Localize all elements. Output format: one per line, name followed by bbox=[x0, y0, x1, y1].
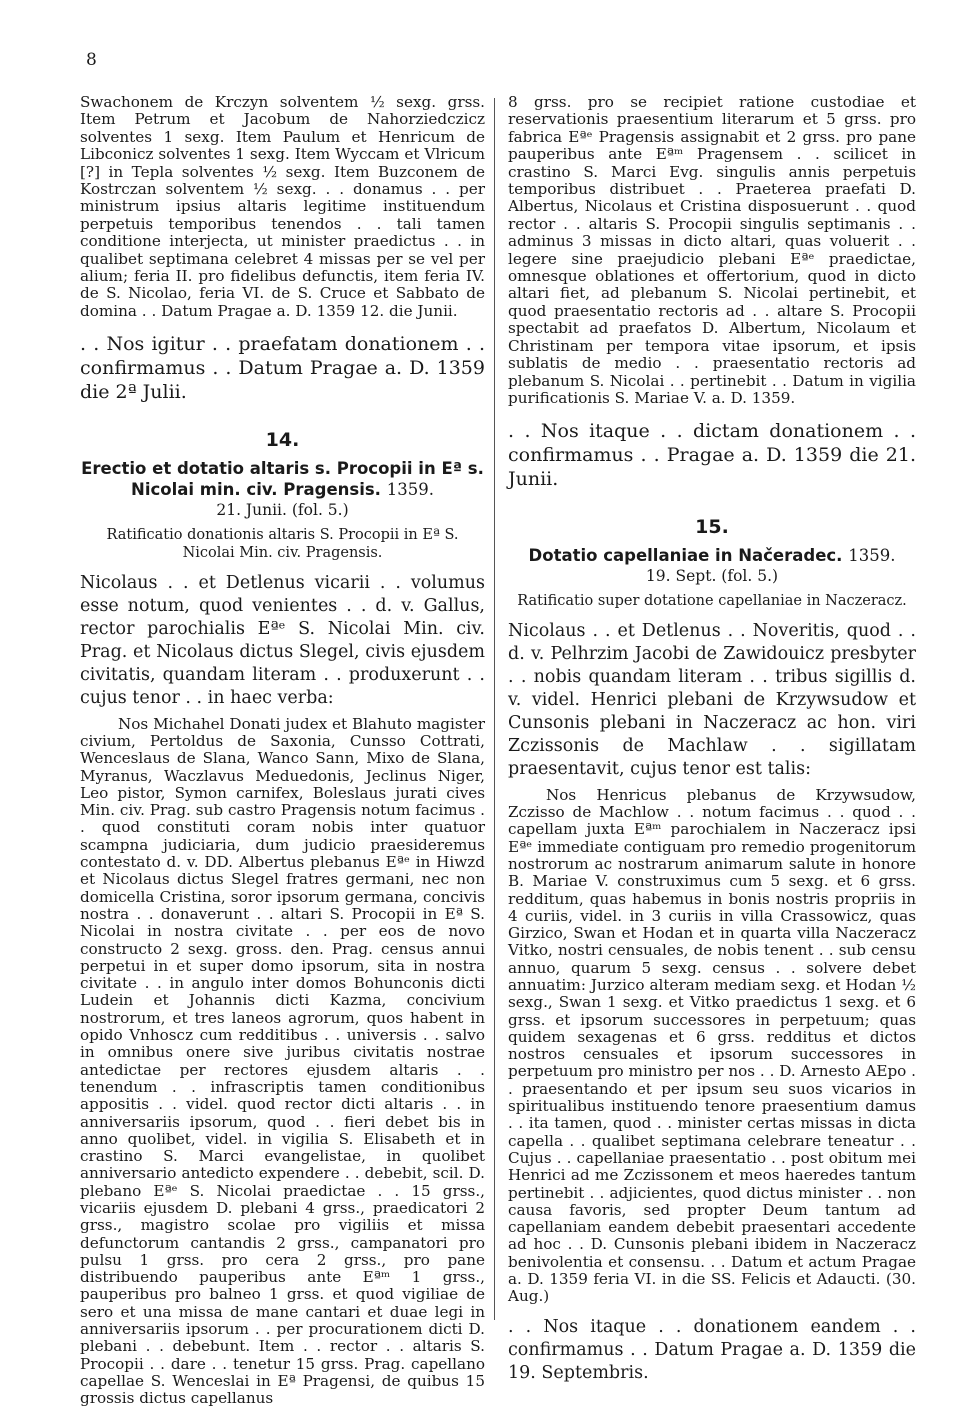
charter-15-year: 1359. bbox=[848, 545, 896, 565]
left-column bbox=[80, 94, 485, 1408]
charter-15-date: 19. Sept. (fol. 5.) bbox=[645, 566, 779, 585]
charter-14-date: 21. Junii. (fol. 5.) bbox=[216, 500, 349, 519]
right-paragraph-1: 8 grss. pro se recipiet ratione custodiae et reservationis praesentium literarum et 5 grss. pro fabrica Eªᵉ Pragensis assignabit et 2 grss. pro pane pauperibus ante Eªᵐ Pragensem . . scilicet in crastino S. Marci Evg. singulis annis perpetuis temporibus distribuet . . Praeterea praefati D. Albertus, Nicolaus et Cristina disposuerunt . . quod rector . . altaris S. Procopii singulis septimanis . . adminus 3 missas in dicto altari, quas voluerit . . legere sine praejudicio plebani Eªᵉ praedictae, omnesque oblationes et offertorium, quod in dicto altari fiet, ad plebanum S. Nicolai pertinebit, et quod praesentatio rectoris ad . . altare S. Procopii spectabit ad praefatos D. Albertum, Nicolaum et Christinam per tempora vitae ipsorum, et ipsis sublatis de medio . . praesentatio rectoris ad plebanum S. Nicolai . . pertinebit . . Datum in vigilia purificationis S. Mariae V. a. D. 1359. bbox=[508, 93, 916, 407]
charter-15-confirmation: . . Nos itaque . . donationem eandem . . confirmamus . . Datum Pragae a. D. 1359 die 19. Septembris. bbox=[508, 1316, 916, 1383]
charter-15-summary: Ratificatio super dotatione capellaniae in Naczeracz. bbox=[517, 592, 907, 609]
column-divider bbox=[494, 98, 495, 1320]
charter-15-title-text: Dotatio capellaniae in Načeradec. bbox=[528, 545, 843, 565]
page-number: 8 bbox=[86, 50, 97, 70]
charter-14-title-text: Erectio et dotatio altaris s. Procopii in Eª s. Nicolai min. civ. Pragensis. bbox=[81, 458, 484, 499]
right-column bbox=[508, 94, 916, 1385]
right-confirmation-paragraph: . . Nos itaque . . dictam donationem . . confirmamus . . Pragae a. D. 1359 die 21. Junii. bbox=[508, 420, 916, 491]
charter-15-title bbox=[508, 545, 916, 566]
left-confirmation-paragraph: . . Nos igitur . . praefatam donationem . . confirmamus . . Datum Pragae a. D. 1359 die 2ª Julii. bbox=[80, 333, 485, 404]
charter-15-body: Nos Henricus plebanus de Krzywsudow, Zczisso de Machlow . . notum facimus . . quod . . capellam juxta Eªᵐ parochialem in Naczeracz ipsi Eªᵉ immediate contiguam pro remedio progenitorum nostrorum ac nostrarum animarum salute in honore B. Mariae V. construximus cum 5 sexg. et 6 grss. redditum, quas habemus in bonis nostris propriis in 4 curiis, videl. in 3 curiis in villa Crassowicz, quas Girzico, Swan et Hodan et in quarta villa Naczeracz Vitko, nostri censuales, de nobis tenent . . sub censu annuo, quarum 5 sexg. census . . solvere debet annuatim: Jurzico alteram mediam sexg. et Hodan ½ sexg., Swan 1 sexg. et Vitko praedictus 1 sexg. et 6 grss. et ipsorum successores in perpetuum; quas quidem sexagenas et 6 grss. redditus et dictos nostros censuales et ipsorum successores in perpetuum pro ministro per nos . . D. Arnesto AEpo . . praesentando et per ipsum seu suos vicarios in spiritualibus instituendo tenore praesentium damus . . ita tamen, quod . . minister certas missas in dicta capella . . qualibet septimana celebrare teneatur . . Cujus . . capellaniae praesentatio . . post obitum mei Henrici ad me Zczissonem et meos haeredes tantum pertinebit . . adjicientes, quod dictus minister . . non causa favoris, sed propter Deum tantum ad capellaniam eandem debebit praesentari accedente ad hoc . . D. Cunsonis plebani ibidem in Naczeracz benivolentia et consensu. . . Datum et actum Pragae a. D. 1359 feria VI. in die SS. Felicis et Adaucti. (30. Aug.) bbox=[508, 785, 916, 1306]
charter-number-14: 14. bbox=[265, 429, 300, 452]
charter-15-opening: Nicolaus . . et Detlenus . . Noveritis, quod . . d. v. Pelhrzim Jacobi de Zawidouicz presbyter . . nobis quandam literam . . tribus sigillis d. v. videl. Henrici plebani de Krzywsudow et Cunsonis plebani in Naczeracz ac hon. viri Zczissonis de Machlaw . . sigillatam praesentavit, cujus tenor est talis: bbox=[508, 620, 916, 779]
charter-14-title bbox=[80, 458, 485, 500]
charter-14-body: Nos Michahel Donati judex et Blahuto magister civium, Pertoldus de Saxonia, Cunsso Cottrati, Wenceslaus de Slana, Wanco Sann, Mixo de Slana, Myranus, Waczlavus Meduedonis, Jeclinus Niger, Leo pistor, Symon carnifex, Boleslaus jurati cives Min. civ. Prag. sub castro Pragensis notum facimus . . quod constituti coram nobis inter quatuor scampna judiciaria, dum judicio praesideremus contestato d. v. DD. Albertus plebanus Eªᵉ in Hiwzd et Nicolaus dictus Slegel fratres germani, nec non domicella Cristina, soror ipsorum germana, concivis nostra . . donaverunt . . altari S. Procopii in Eª S. Nicolai in nostra civitate . . per eos de novo constructo 2 sexg. gross. den. Prag. census annui perpetui in et super domo ipsorum, sita in nostra civitate . . in angulo inter domos Bohunconis dicti Ludein et Johannis dicti Kazma, concivium nostrorum, et tres laneos agrorum, quos habent in opido Vnhoscz cum redditibus . . universis . . salvo in omnibus onere sive juribus civitatis nostrae antedictae per rectores ejusdem altaris . . tenendum . . infrascriptis tamen conditionibus appositis . . videl. quod rector dicti altaris . . in anniversariis ipsorum, quod . . fieri debet bis in anno quolibet, videl. in vigilia S. Elisabeth et in crastino S. Marci evangelistae, in quolibet anniversario antedicto expendere . . debebit, scil. D. plebano Eªᵉ S. Nicolai praedictae . . 15 grss., vicariis ejusdem D. plebani 4 grss., praedicatori 2 grss., magistro scolae pro vigiliis et missa defunctorum cantandis 2 grss., campanatori pro pulsu 1 grss. pro cera 2 grss., pro pane distribuendo pauperibus ante Eªᵐ 1 grss., pauperibus pro balneo 1 grss. et quod vigiliae de sero et una missa de mane cantari et duae legi in anniversariis ipsorum . . per procurationem dicti D. plebani . . debebunt. Item . . rector . . altaris S. Procopii . . dare . . tenetur 15 grss. Prag. capellano capellae S. Wenceslai in Eª Pragensi, de quibus 15 grossis dictus capellanus bbox=[80, 714, 485, 1408]
left-paragraph-1: Swachonem de Krczyn solventem ½ sexg. grss. Item Petrum et Jacobum de Nahorziedczicz solventes 1 sexg. Item Paulum et Henricum de Libconicz solventes 1 sexg. Item Wyccam et Vlricum [?] in Tepla solventes ½ sexg. Item Buzconem de Kostrczan solventem ½ sexg. . . donamus . . per ministrum ipsius altaris legitime instituendum perpetuis temporibus tenendos . . tali tamen conditione interjecta, ut minister praedictus . . in qualibet septimana celebret 4 missas per se vel per alium; feria II. pro fidelibus defunctis, item feria IV. de S. Nicolao, feria VI. de S. Cruce et Sabbato de domina . . Datum Pragae a. D. 1359 12. die Junii. bbox=[80, 93, 485, 320]
charter-14-opening: Nicolaus . . et Detlenus vicarii . . volumus esse notum, quod venientes . . d. v. Gallus, rector parochialis Eªᵉ S. Nicolai Min. civ. Prag. et Nicolaus dictus Slegel, civis ejusdem civitatis, quandam literam . . produxerunt . . cujus tenor . . in haec verba: bbox=[80, 572, 485, 708]
charter-14-summary: Ratificatio donationis altaris S. Procopii in Eª S. Nicolai Min. civ. Pragensis. bbox=[106, 526, 459, 561]
charter-14-year: 1359. bbox=[386, 479, 434, 499]
charter-number-15: 15. bbox=[695, 516, 729, 539]
